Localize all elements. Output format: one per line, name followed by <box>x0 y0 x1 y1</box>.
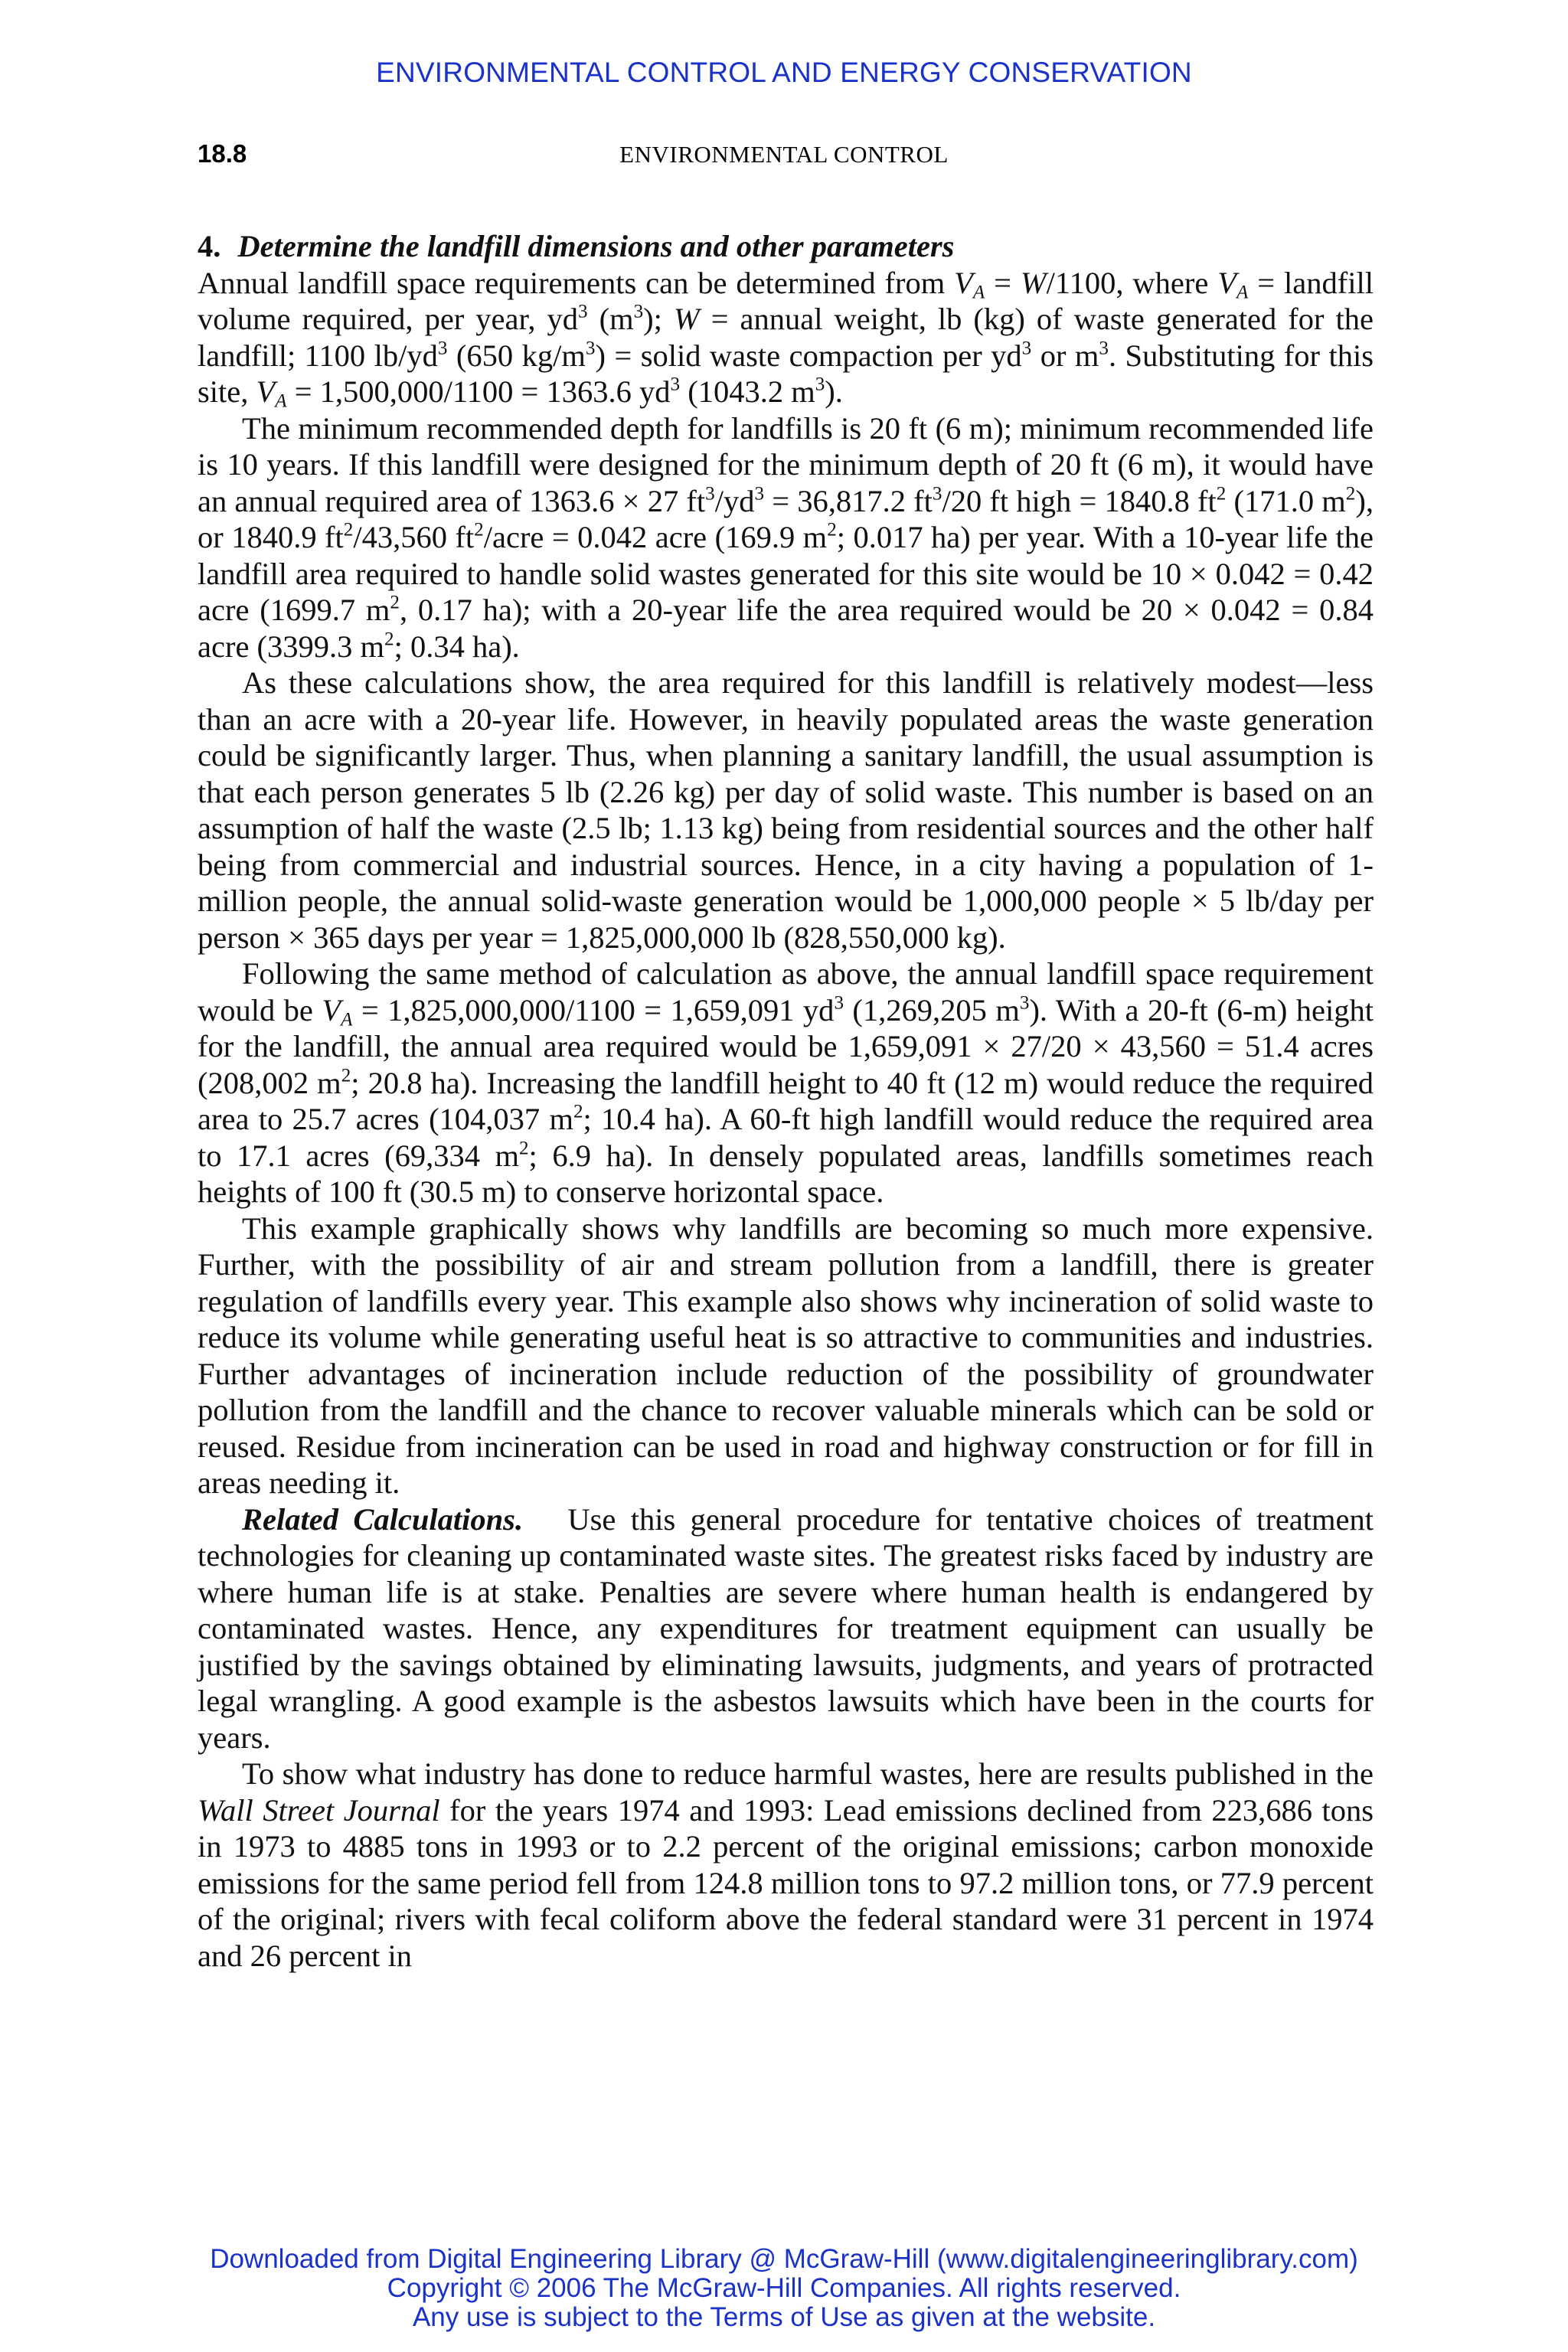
related-calculations-heading: Related Calculations. <box>242 1501 524 1537</box>
paragraph-3: As these calculations show, the area required for this landfill is relatively modest—less than an acre with a 20-year life. However, in heavily populated areas the waste generation could be significantly larger. Thus, when planning a sanitary landfill, the usual assumption is that each person generates 5 lb (2.26 kg) per day of solid waste. This number is based on an assumption of half the waste (2.5 lb; 1.13 kg) being from residential sources and the other half being from commercial and industrial sources. Hence, in a city having a population of 1-million people, the annual solid-waste generation would be 1,000,000 people × 5 lb/day per person × 365 days per year = 1,825,000,000 lb (828,550,000 kg). <box>198 665 1374 955</box>
paragraph-6-text: Use this general procedure for tentative choices of treatment technologies for cleaning up contaminated waste sites. The greatest risks faced by industry are where human life is at stake. Penalties are severe where human health is endangered by contaminated wastes. Hence, any expenditures for treatment equipment can usually be justified by the savings obtained by eliminating lawsuits, judgments, and years of protracted legal wrangling. A good example is the asbestos lawsuits which have been in the courts for years. <box>198 1501 1374 1755</box>
paragraph-2: The minimum recommended depth for landfills is 20 ft (6 m); minimum recommended life is 10 years. If this landfill were designed for the minimum depth of 20 ft (6 m), it would have an annual required area of 1363.6 × 27 $ft^3/yd^3 = 36,817.2$ $ft^3/20$ ft high = 1840.8 $ft^2$ (171.0 $m^2$), or 1840.9 $ft^2/43,560$ $ft^2$/acre = 0.042 acre (169.9 $m^2$; 0.017 ha) per year. With a 10-year life the landfill area required to handle solid wastes generated for this site would be 10 × 0.042 = 0.42 acre (1699.7 $m^2$, 0.17 ha); with a 20-year life the area required would be 20 × 0.042 = 0.84 acre (3399.3 $m^2$; 0.34 ha). <box>198 410 1374 664</box>
page-number: 18.8 <box>198 139 247 168</box>
step-title: Determine the landfill dimensions and other parameters <box>237 229 955 263</box>
footer-download-line[interactable]: Downloaded from Digital Engineering Library @ McGraw-Hill (www.digitalengineeringlibrary.com) <box>210 2244 1358 2274</box>
paragraph-7: To show what industry has done to reduce harmful wastes, here are results published in the Wall Street Journal for the years 1974 and 1993: Lead emissions declined from 223,686 tons in 1973 to 4885 tons in 1993 or to 2.2 percent of the original emissions; carbon monoxide emissions for the same period fell from 124.8 million tons to 97.2 million tons, or 77.9 percent of the original; rivers with fecal coliform above the federal standard were 31 percent in 1974 and 26 percent in <box>198 1756 1374 1973</box>
footer-copyright-line: Copyright © 2006 The McGraw-Hill Companies. All rights reserved. <box>387 2273 1181 2303</box>
paragraph-5: This example graphically shows why landfills are becoming so much more expensive. Further, with the possibility of air and stream pollution from a landfill, there is greater regulation of landfills every year. This example also shows why incineration of solid waste to reduce its volume while generating useful heat is so attractive to communities and industries. Further advantages of incineration include reduction of the possibility of groundwater pollution from the landfill and the chance to recover valuable minerals which can be sold or reused. Residue from incineration can be used in road and highway construction or for fill in areas needing it. <box>198 1210 1374 1500</box>
footer-terms-line: Any use is subject to the Terms of Use as given at the website. <box>412 2302 1156 2332</box>
chapter-title: ENVIRONMENTAL CONTROL <box>619 141 949 168</box>
footer <box>0 2245 1568 2332</box>
paragraph-1: Annual landfill space requirements can be determined from $V_A = W/1100$, where $V_A$ = landfill volume required, per year, $yd^3$ $(m^3)$; W = annual weight, lb (kg) of waste generated for the landfill; 1100 $lb/yd^3$ (650 $kg/m^3$) = solid waste compaction per $yd^3$ or $m^3$. Substituting for this site, $V_A = 1,500,000/1100 = 1363.6$ $yd^3$ (1043.2 $m^3$). <box>198 265 1374 412</box>
running-title: ENVIRONMENTAL CONTROL AND ENERGY CONSERVATION <box>376 57 1192 88</box>
step-heading <box>198 228 1374 265</box>
paragraph-6 <box>198 1501 1374 1756</box>
body-text <box>198 228 1374 1974</box>
paragraph-4: Following the same method of calculation as above, the annual landfill space requirement would be $V_A = 1,825,000,000/1100 = 1,659,091$ $yd^3$ (1,269,205 $m^3$). With a 20-ft (6-m) height for the landfill, the annual area required would be 1,659,091 × 27/20 × 43,560 = 51.4 acres (208,002 $m^2$; 20.8 ha). Increasing the landfill height to 40 ft (12 m) would reduce the required area to 25.7 acres (104,037 $m^2$; 10.4 ha). A 60-ft high landfill would reduce the required area to 17.1 acres (69,334 $m^2$; 6.9 ha). In densely populated areas, landfills sometimes reach heights of 100 ft (30.5 m) to conserve horizontal space. <box>198 956 1374 1209</box>
step-number: 4. <box>198 229 221 263</box>
